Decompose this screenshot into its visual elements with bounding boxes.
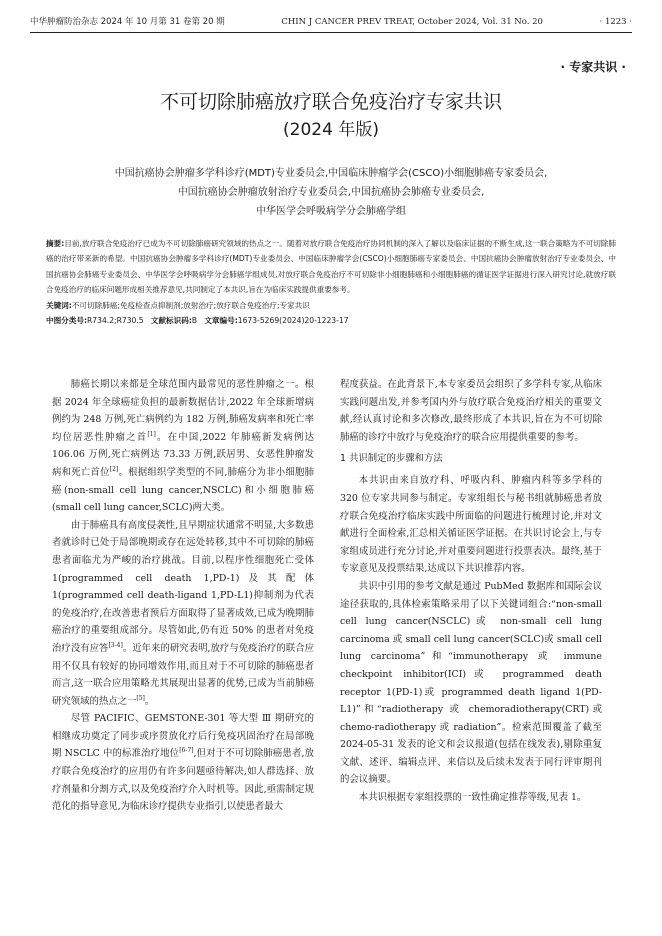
body-column-right xyxy=(340,376,602,807)
citation[interactable]: [6-7] xyxy=(179,747,194,755)
abstract-label: 摘要: xyxy=(46,239,65,248)
article-title: 不可切除肺癌放疗联合免疫治疗专家共识 xyxy=(159,91,502,113)
journal-name-en: CHIN J CANCER PREV TREAT, October 2024, Vol. 31 No. 20 xyxy=(281,17,543,27)
paragraph-text: 。在中国,2022 年肺癌新发病例达 106.06 万例,死亡病例达 73.33 万例,跃居男、女恶性肿瘤发病和死亡首位 xyxy=(52,431,314,478)
abstract-block xyxy=(46,236,616,328)
body-paragraph: 本共识由来自放疗科、呼吸内科、肿瘤内科等多学科的 320 位专家共同参与制定。专家组组长与秘书组就肺癌患者放疗联合免疫治疗临床实践中所面临的问题进行梳理讨论,并对文献进行全面检索,汇总相关循证医学证据。在共识讨论会上,与专家组成员进行充分讨论,并对重要问题进行投票表决。最终,基于专家意见及投票结果,达成以下共识推荐内容。 xyxy=(340,475,602,575)
body-paragraph: 共识中引用的参考文献是通过 PubMed 数据库和国际会议途径获取的,具体检索策略采用了以下关键词组合:“non-small cell lung cancer(NSCLC)或 non-small cell lung carcinoma 或 small cell lung cancer(SCLC)或 small cell lung carcinoma”和“immunotherapy 或 immune checkpoint inhibitor(ICI)或 programmed death receptor 1(PD-1)或 programmed death ligand 1(PD-L1)”和“radiotherapy 或 chemoradiotherapy(CRT)或 chemo-radiotherapy 或 radiation”。检索范围覆盖了截至 2024-05-31 发表的论文和会议报道(包括在线发表),剔除重复文献、述评、编辑点评、来信以及后续未发表于同行评审期刊的会议摘要。 xyxy=(340,580,602,786)
article-subtitle: (2024 年版) xyxy=(283,120,379,140)
author-line: 中华医学会呼吸病学分会肺癌学组 xyxy=(256,206,406,217)
article-metadata xyxy=(46,313,616,328)
section-tag: · 专家共识 · xyxy=(560,60,626,74)
citation[interactable]: [3-4] xyxy=(108,641,123,649)
body-paragraph xyxy=(52,710,314,816)
paragraph-text: 。近年来的研究表明,放疗与免疫治疗的联合应用不仅具有较好的协同增效作用,而且对于不可切除的肺癌患者而言,这一联合应用策略尤其展现出显著的优势,已成为当前肺癌研究领域的热点之一 xyxy=(52,642,314,707)
author-line: 中国抗癌协会肿瘤多学科诊疗(MDT)专业委员会,中国临床肿瘤学会(CSCO)小细胞肺癌专家委员会, xyxy=(114,168,548,179)
citation[interactable]: [1] xyxy=(147,430,156,438)
body-paragraph xyxy=(52,517,314,711)
page-number: · 1223 · xyxy=(599,17,632,27)
body-column-left xyxy=(52,376,314,816)
clc-value: R734.2;R730.5 xyxy=(87,316,144,326)
running-header xyxy=(30,12,632,33)
author-block xyxy=(50,164,612,221)
paragraph-text: ,但对于不可切除肺癌患者,放疗联合免疫治疗的应用仍有许多问题亟待解决,如人群选择、放疗剂量和分割方式,以及免疫治疗介入时机等。因此,亟需制定规范化的指导意见,为临床诊疗提供专业指引,以使患者最大 xyxy=(52,748,314,813)
article-no-label: 文章编号: xyxy=(204,316,238,326)
abstract xyxy=(46,236,616,298)
citation[interactable]: [2] xyxy=(109,465,119,473)
keywords-text: 不可切除肺癌;免疫检查点抑制剂;放射治疗;放疗联合免疫治疗;专家共识 xyxy=(71,300,310,310)
citation[interactable]: [5] xyxy=(136,694,145,702)
clc-label: 中图分类号: xyxy=(46,316,88,326)
author-line: 中国抗癌协会肿瘤放射治疗专业委员会,中国抗癌协会肺癌专业委员会, xyxy=(177,187,485,198)
body-paragraph: 程度获益。在此背景下,本专家委员会组织了多学科专家,从临床实践问题出发,并参考国内外与放疗联合免疫治疗相关的重要文献,经认真讨论和多次修改,最终形成了本共识,旨在为不可切除肺癌的诊疗中放疗与免疫治疗的联合应用提供重要的参考。 xyxy=(340,379,602,443)
body-paragraph: 本共识根据专家组投票的一致性确定推荐等级,见表 1。 xyxy=(358,792,587,804)
doc-code-label: 文献标识码: xyxy=(150,316,192,326)
paragraph-text: 。 xyxy=(144,695,155,707)
doc-code-value: B xyxy=(191,316,198,326)
journal-name-cn: 中华肿瘤防治杂志 2024 年 10 月第 31 卷第 20 期 xyxy=(30,17,225,27)
paragraph-text: 尽管 PACIFIC、GEMSTONE-301 等大型 Ⅲ 期研究的相继成功奠定了同步或序贯放化疗后行免疫巩固治疗在局部晚期 NSCLC 中的标准治疗地位 xyxy=(52,713,314,760)
keywords-label: 关键词: xyxy=(46,300,72,310)
keywords xyxy=(46,298,616,313)
paragraph-text: 由于肺癌具有高度侵袭性,且早期症状通常不明显,大多数患者就诊时已处于局部晚期或存在远处转移,其中不可切除的肺癌患者面临尤为严峻的治疗挑战。目前,以程序性细胞死亡受体 1(programmed cell death 1,PD-1)及其配体 1(programmed cell death-ligand 1,PD-L1)抑制剂为代表的免疫治疗,在改善患者预后方面取得了显著成效,已成为晚期肺癌治疗的重要组成部分。尽管如此,仍有近 50% 的患者对免疫治疗没有应答 xyxy=(52,519,314,654)
abstract-text: 目前,放疗联合免疫治疗已成为不可切除肺癌研究领域的热点之一。随着对放疗联合免疫治疗协同机制的深入了解以及临床证据的不断生成,这一联合策略为不可切除肺癌的治疗带来新的希望。中国抗癌协会肿瘤多学科诊疗(MDT)专业委员会、中国临床肿瘤学会(CSCO)小细胞肺癌专家委员会、中国抗癌协会肿瘤放射治疗专业委员会、中国抗癌协会肺癌专业委员会、中华医学会呼吸病学分会肺癌学组成员,对放疗联合免疫治疗不可切除非小细胞肺癌和小细胞肺癌的循证医学证据进行深入研究讨论,就放疗联合免疫治疗的临床问题形成相关推荐意见,共同制定了本共识,旨在为临床实践提供重要参考。 xyxy=(46,239,616,295)
paragraph-text: 。根据组织学类型的不同,肺癌分为非小细胞肺癌(non-small cell lung cancer,NSCLC)和小细胞肺癌(small cell lung cancer,SCLC)两大类。 xyxy=(52,466,314,514)
section-heading: 1 共识制定的步骤和方法 xyxy=(340,453,443,465)
paragraph-text: 肺癌长期以来都是全球范围内最常见的恶性肿瘤之一。根据 2024 年全球癌症负担的最新数据估计,2022 年全球新增病例约为 248 万例,死亡病例约为 182 万例,肺癌发病率和死亡率均位居恶性肿瘤之首 xyxy=(52,379,314,443)
body-paragraph xyxy=(52,376,314,517)
article-no-value: 1673-5269(2024)20-1223-17 xyxy=(237,316,349,326)
